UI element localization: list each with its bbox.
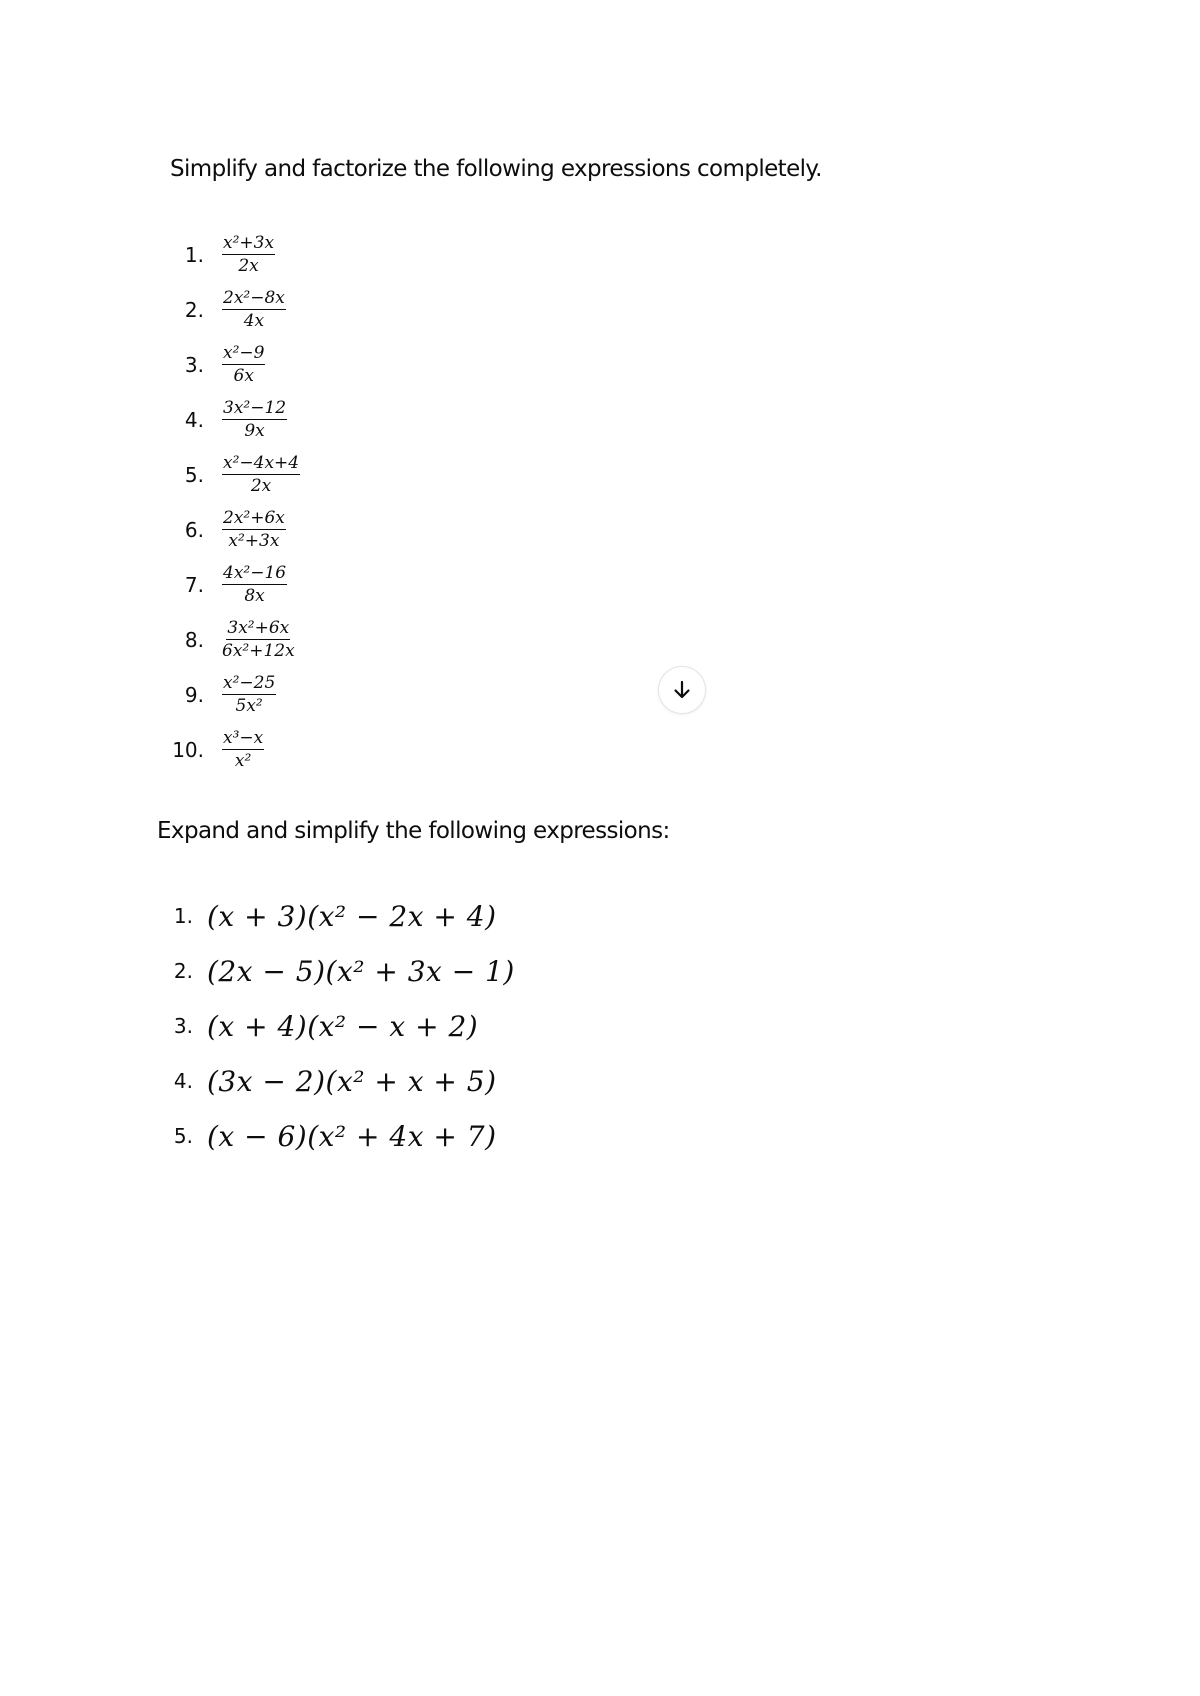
denominator: 6x [233, 366, 254, 386]
list-item [157, 1109, 497, 1163]
expression: (2x − 5)(x² + 3x − 1) [207, 954, 515, 988]
numerator: x³−x [223, 728, 264, 748]
list-item [170, 338, 265, 392]
numerator: x²−4x+4 [223, 453, 300, 473]
item-number: 10. [172, 738, 204, 762]
denominator: 9x [244, 421, 265, 441]
denominator: 2x [238, 256, 259, 276]
list-item [170, 613, 295, 667]
item-number: 3. [184, 353, 204, 377]
factorize-section [170, 156, 822, 771]
denominator: x²+3x [228, 531, 280, 551]
numerator: 3x²−12 [223, 398, 287, 418]
list-item [170, 503, 286, 557]
denominator: 6x²+12x [222, 641, 295, 661]
arrow-down-icon [671, 679, 693, 701]
item-number: 9. [184, 683, 204, 707]
numerator: x²+3x [223, 233, 275, 253]
fraction [222, 730, 264, 770]
list-item [170, 228, 275, 282]
numerator: 2x²+6x [223, 508, 285, 528]
item-number: 2. [173, 959, 193, 983]
expression: (x − 6)(x² + 4x + 7) [207, 1119, 497, 1153]
item-number: 8. [184, 628, 204, 652]
denominator: 2x [250, 476, 272, 496]
fraction [222, 565, 287, 605]
expand-heading: Expand and simplify the following expressions: [157, 818, 670, 844]
numerator: 3x²+6x [227, 618, 290, 638]
numerator: 4x²−16 [223, 563, 287, 583]
denominator: 5x² [235, 696, 263, 716]
expand-section [157, 818, 670, 1153]
list-item [157, 1054, 497, 1108]
denominator: 4x [243, 311, 265, 331]
item-number: 3. [173, 1014, 193, 1038]
item-number: 4. [173, 1069, 193, 1093]
list-item [170, 448, 300, 502]
item-number: 5. [173, 1124, 193, 1148]
numerator: x²−9 [223, 343, 265, 363]
item-number: 1. [173, 904, 193, 928]
numerator: 2x²−8x [223, 288, 285, 308]
fraction [222, 675, 276, 715]
expression: (x + 4)(x² − x + 2) [207, 1009, 479, 1043]
expression: (3x − 2)(x² + x + 5) [207, 1064, 497, 1098]
item-number: 1. [184, 243, 204, 267]
fraction [222, 510, 286, 550]
denominator: 8x [244, 586, 265, 606]
list-item [157, 889, 497, 943]
fraction [222, 620, 295, 660]
fraction [222, 235, 275, 275]
factorize-heading: Simplify and factorize the following expressions completely. [170, 156, 822, 182]
fraction [222, 455, 300, 495]
numerator: x²−25 [223, 673, 276, 693]
item-number: 7. [184, 573, 204, 597]
expression: (x + 3)(x² − 2x + 4) [207, 899, 497, 933]
list-item [170, 283, 286, 337]
fraction [222, 345, 265, 385]
item-number: 2. [184, 298, 204, 322]
item-number: 5. [184, 463, 204, 487]
fraction [222, 290, 286, 330]
scroll-down-button[interactable] [658, 666, 706, 714]
list-item [170, 668, 276, 722]
fraction [222, 400, 287, 440]
item-number: 4. [184, 408, 204, 432]
list-item [157, 944, 515, 998]
list-item [170, 558, 287, 612]
list-item [170, 393, 287, 447]
denominator: x² [234, 751, 252, 771]
item-number: 6. [184, 518, 204, 542]
list-item [170, 723, 264, 777]
list-item [157, 999, 478, 1053]
